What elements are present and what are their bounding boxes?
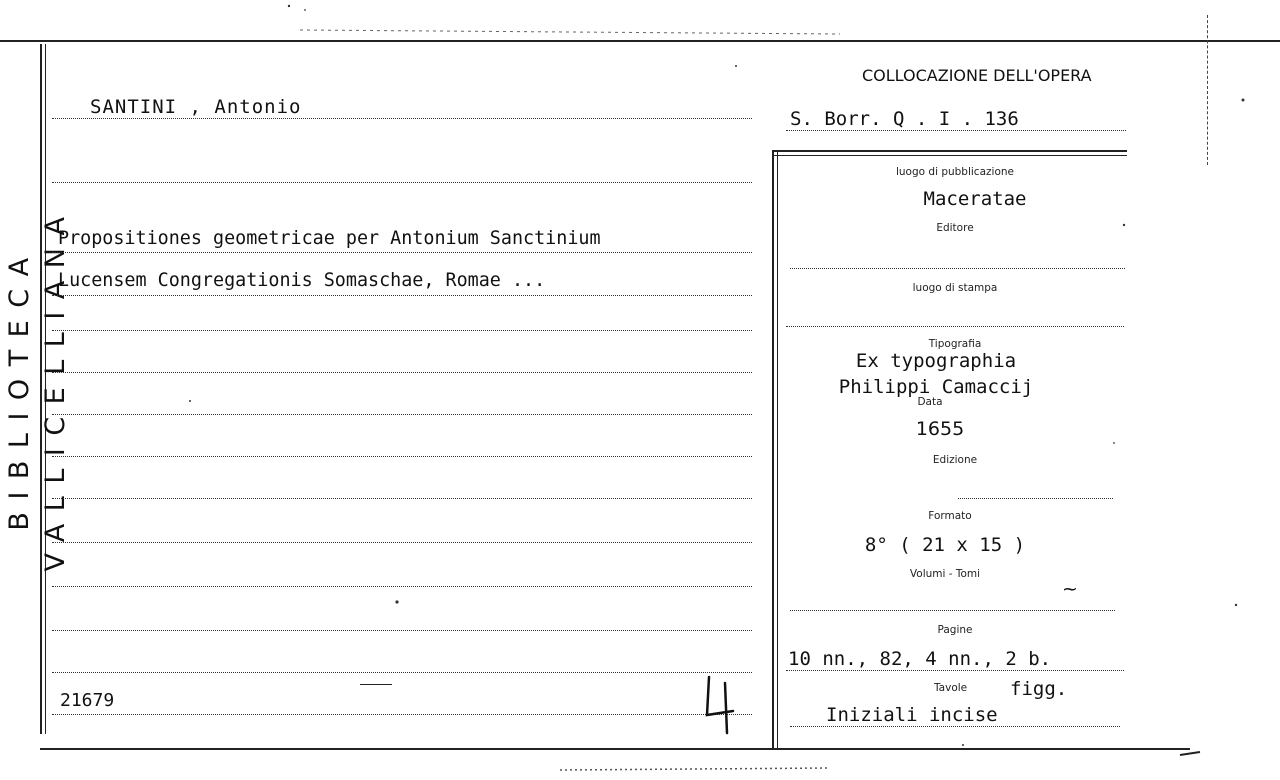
inventory-number: 21679 [60, 690, 115, 711]
printer-line-2: Philippi Camaccij [838, 376, 1034, 398]
library-name: BIBLIOTECA VALLICELLIANA [4, 204, 71, 572]
date-value: 1655 [915, 418, 965, 440]
plates-label: Tavole [934, 682, 968, 694]
publisher-label: Editore [936, 222, 974, 234]
title-line-2: Lucensem Congregationis Somaschae, Romae ... [58, 270, 546, 291]
volumes-value: ~ [1062, 578, 1078, 600]
printer-label: Tipografia [928, 338, 982, 350]
printer-line-1: Ex typographia [855, 350, 1017, 372]
notes-value: Iniziali incise [826, 704, 998, 726]
shelfmark: S. Borr. Q . I . 136 [790, 108, 1019, 130]
title-line-1: Propositiones geometricae per Antonium Sanctinium [58, 228, 601, 249]
place-label: luogo di pubblicazione [895, 166, 1014, 178]
pages-value: 10 nn., 82, 4 nn., 2 b. [788, 648, 1052, 670]
collocation-label: COLLOCAZIONE DELL'OPERA [862, 66, 1092, 85]
plates-value: figg. [1010, 678, 1068, 700]
edition-label: Edizione [932, 454, 978, 466]
format-value: 8° ( 21 x 15 ) [864, 534, 1026, 556]
print-place-label: luogo di stampa [912, 282, 998, 294]
volumes-label: Volumi - Tomi [909, 568, 981, 580]
date-label: Data [917, 396, 943, 408]
format-label: Formato [928, 510, 972, 522]
author-name: SANTINI , Antonio [90, 96, 302, 118]
pages-label: Pagine [937, 624, 973, 636]
place-value: Maceratae [923, 188, 1027, 210]
